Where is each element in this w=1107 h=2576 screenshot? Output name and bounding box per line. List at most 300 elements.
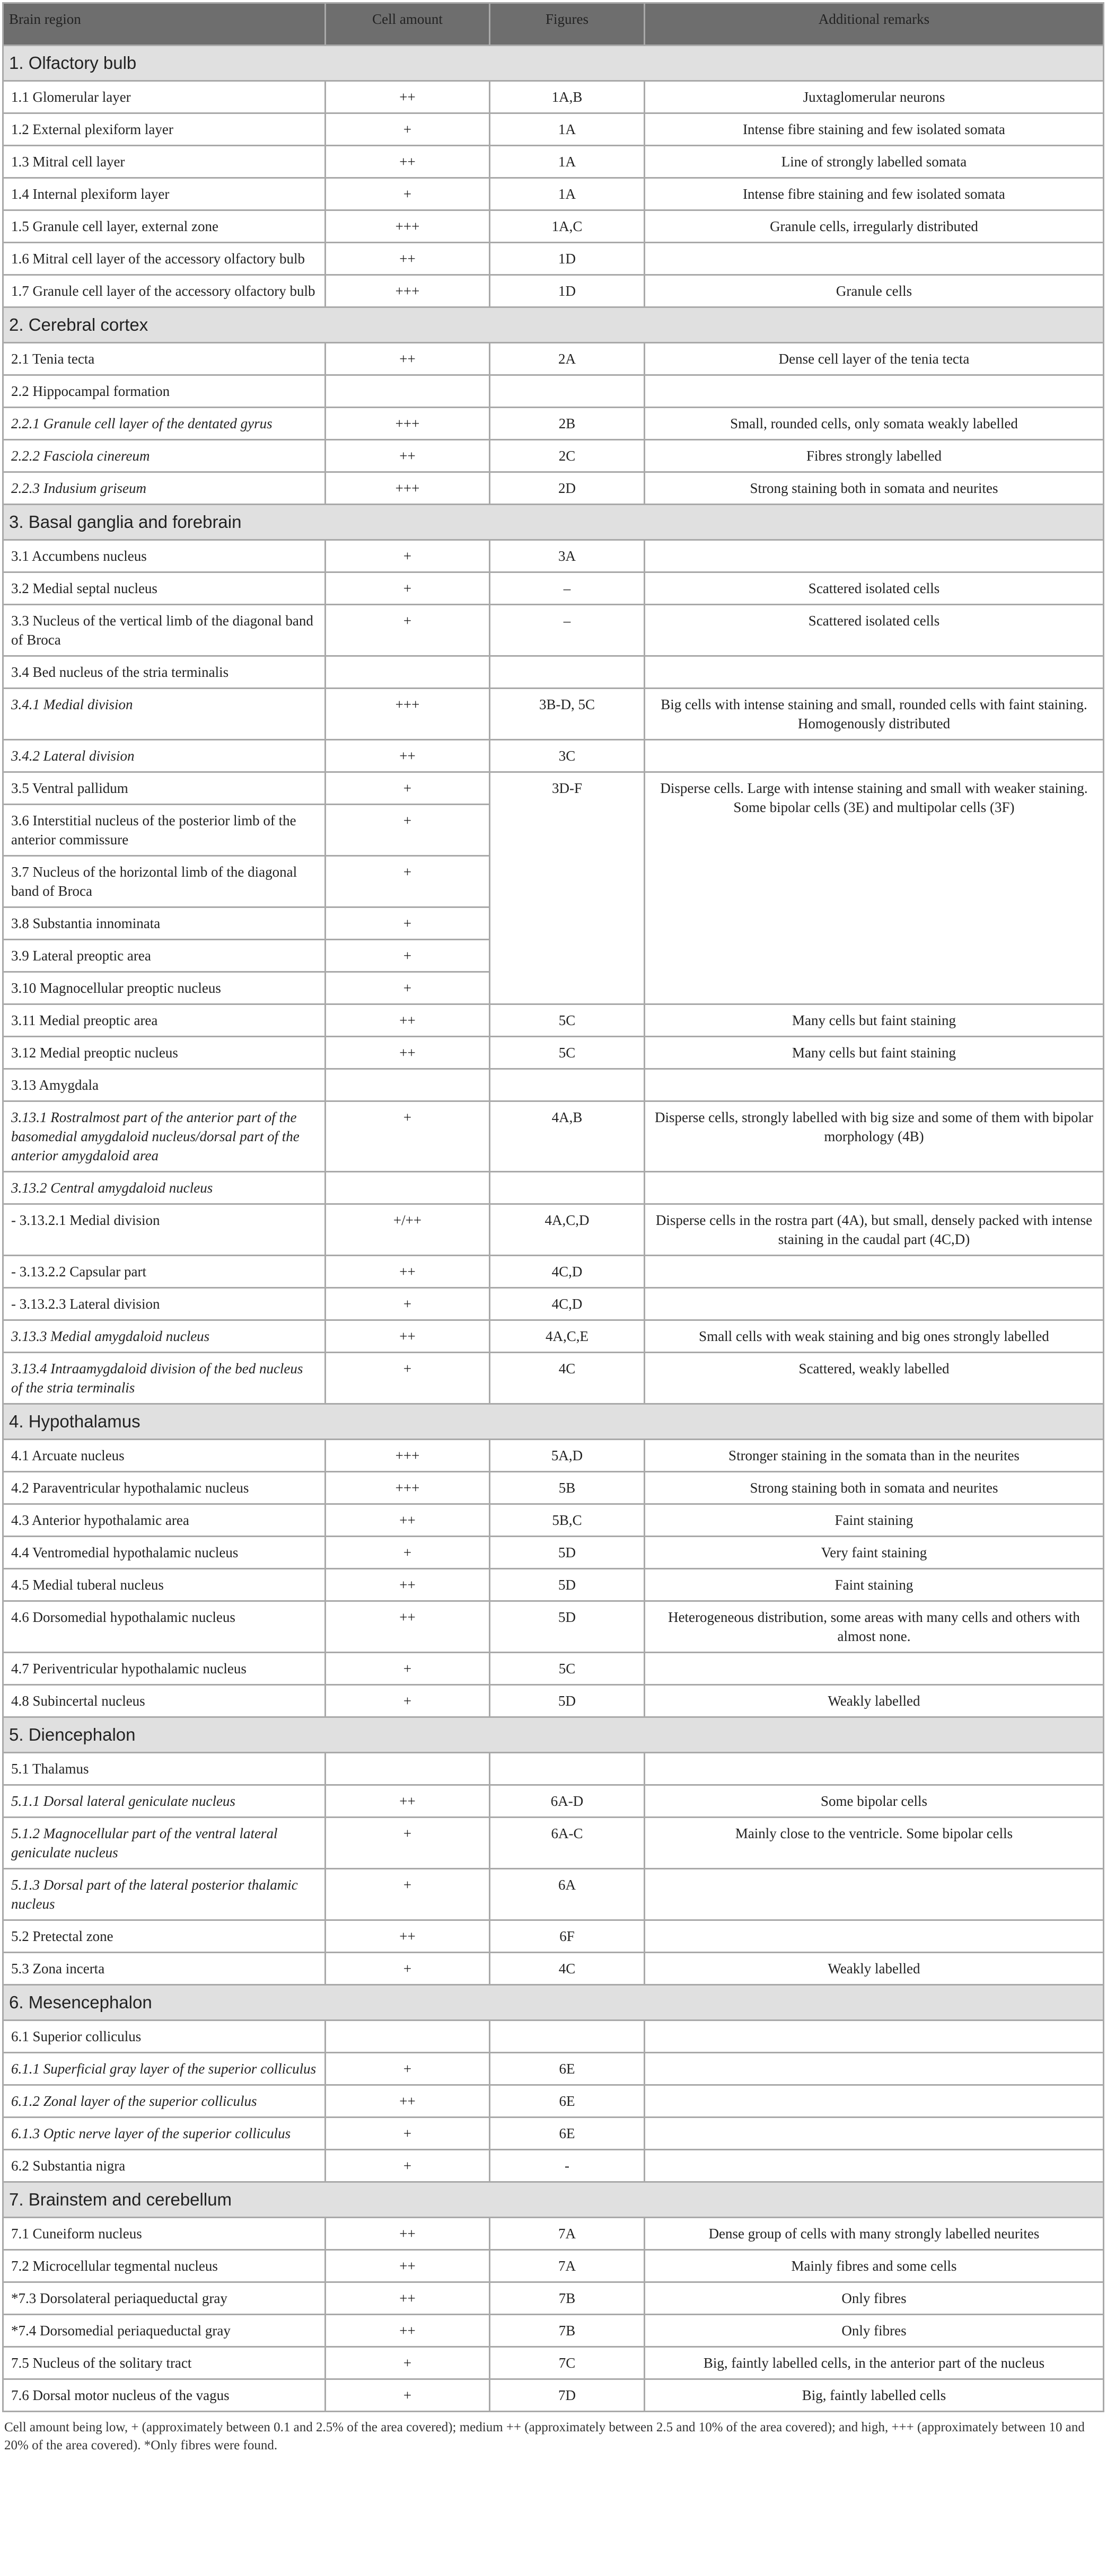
amount-cell: + (326, 972, 490, 1004)
figures-cell: 5C (490, 1653, 645, 1685)
region-cell: 4.1 Arcuate nucleus (3, 1440, 326, 1472)
figures-cell: 2C (490, 440, 645, 472)
section-row (3, 2182, 1104, 2218)
region-cell: 3.9 Lateral preoptic area (3, 940, 326, 972)
table-row (3, 1440, 1104, 1472)
section-row (3, 1717, 1104, 1753)
amount-cell: + (326, 1288, 490, 1320)
amount-cell (326, 1753, 490, 1785)
remarks-cell: Strong staining both in somata and neurites (645, 472, 1104, 505)
remarks-cell: Small cells with weak staining and big ones strongly labelled (645, 1320, 1104, 1353)
figures-cell: 7A (490, 2218, 645, 2250)
table-row (3, 440, 1104, 472)
remarks-cell: Only fibres (645, 2282, 1104, 2315)
table-row (3, 1818, 1104, 1869)
remarks-cell: Small, rounded cells, only somata weakly labelled (645, 408, 1104, 440)
section-title: 2. Cerebral cortex (3, 307, 1104, 343)
table-row (3, 2218, 1104, 2250)
figures-cell: 5B (490, 1472, 645, 1504)
figures-cell: 7D (490, 2379, 645, 2412)
region-cell: 5.1.1 Dorsal lateral geniculate nucleus (3, 1785, 326, 1818)
figures-cell: 1A (490, 146, 645, 178)
amount-cell: +++ (326, 1440, 490, 1472)
amount-cell: ++ (326, 146, 490, 178)
remarks-cell: Scattered, weakly labelled (645, 1353, 1104, 1404)
amount-cell: ++ (326, 1037, 490, 1069)
remarks-cell: Faint staining (645, 1504, 1104, 1537)
remarks-cell: Granule cells (645, 275, 1104, 307)
remarks-cell (645, 1653, 1104, 1685)
amount-cell: +++ (326, 472, 490, 505)
figures-cell: 5C (490, 1037, 645, 1069)
figures-cell: 6A-C (490, 1818, 645, 1869)
remarks-cell (645, 1920, 1104, 1953)
table-row (3, 1472, 1104, 1504)
figures-cell: 2B (490, 408, 645, 440)
table-row (3, 740, 1104, 772)
amount-cell: ++ (326, 2250, 490, 2282)
amount-cell: + (326, 805, 490, 856)
amount-cell: ++ (326, 1601, 490, 1653)
region-cell: 2.2.1 Granule cell layer of the dentated gyrus (3, 408, 326, 440)
table-row (3, 1353, 1104, 1404)
region-cell: *7.4 Dorsomedial periaqueductal gray (3, 2315, 326, 2347)
remarks-cell: Mainly fibres and some cells (645, 2250, 1104, 2282)
region-cell: *7.3 Dorsolateral periaqueductal gray (3, 2282, 326, 2315)
table-row (3, 1172, 1104, 1204)
table-row (3, 605, 1104, 656)
table-row (3, 1256, 1104, 1288)
table-row (3, 2379, 1104, 2412)
region-cell: 2.2.3 Indusium griseum (3, 472, 326, 505)
region-cell: 5.1 Thalamus (3, 1753, 326, 1785)
region-cell: 1.6 Mitral cell layer of the accessory olfactory bulb (3, 243, 326, 275)
amount-cell: ++ (326, 343, 490, 375)
figures-cell: 7B (490, 2315, 645, 2347)
figures-cell: 4C (490, 1353, 645, 1404)
remarks-cell: Stronger staining in the somata than in the neurites (645, 1440, 1104, 1472)
table-row (3, 113, 1104, 146)
remarks-cell: Weakly labelled (645, 1953, 1104, 1985)
region-cell: 3.4 Bed nucleus of the stria terminalis (3, 656, 326, 689)
table-row (3, 243, 1104, 275)
table-row (3, 2118, 1104, 2150)
remarks-cell: Disperse cells in the rostra part (4A), but small, densely packed with intense staining in the caudal part (4C,D) (645, 1204, 1104, 1256)
table-row (3, 656, 1104, 689)
section-title: 3. Basal ganglia and forebrain (3, 505, 1104, 540)
region-cell: 3.7 Nucleus of the horizontal limb of the diagonal band of Broca (3, 856, 326, 907)
amount-cell: +++ (326, 275, 490, 307)
figures-cell: - (490, 2150, 645, 2182)
table-row (3, 210, 1104, 243)
amount-cell: + (326, 113, 490, 146)
amount-cell: ++ (326, 1785, 490, 1818)
remarks-cell: Big, faintly labelled cells (645, 2379, 1104, 2412)
table-row (3, 1920, 1104, 1953)
figures-cell: 6E (490, 2118, 645, 2150)
region-cell: 4.6 Dorsomedial hypothalamic nucleus (3, 1601, 326, 1653)
table-row (3, 2085, 1104, 2118)
amount-cell: ++ (326, 2315, 490, 2347)
remarks-cell: Intense fibre staining and few isolated somata (645, 113, 1104, 146)
region-cell: - 3.13.2.2 Capsular part (3, 1256, 326, 1288)
figures-cell: 1A (490, 113, 645, 146)
figures-cell: 3B-D, 5C (490, 689, 645, 740)
amount-cell: + (326, 1353, 490, 1404)
figures-cell: – (490, 605, 645, 656)
region-cell: 3.8 Substantia innominata (3, 907, 326, 940)
figures-cell: 3A (490, 540, 645, 572)
figures-cell: 5D (490, 1569, 645, 1601)
region-cell: 6.2 Substantia nigra (3, 2150, 326, 2182)
remarks-cell: Only fibres (645, 2315, 1104, 2347)
figures-cell: 5B,C (490, 1504, 645, 1537)
remarks-cell: Some bipolar cells (645, 1785, 1104, 1818)
table-row (3, 2053, 1104, 2085)
amount-cell (326, 2021, 490, 2053)
section-title: 6. Mesencephalon (3, 1985, 1104, 2021)
amount-cell: + (326, 1818, 490, 1869)
figures-cell: 4A,C,D (490, 1204, 645, 1256)
amount-cell: + (326, 1953, 490, 1985)
remarks-cell (645, 2150, 1104, 2182)
table-row (3, 1953, 1104, 1985)
remarks-cell: Mainly close to the ventricle. Some bipolar cells (645, 1818, 1104, 1869)
section-title: 4. Hypothalamus (3, 1404, 1104, 1440)
region-cell: 4.7 Periventricular hypothalamic nucleus (3, 1653, 326, 1685)
figures-cell: 1A,B (490, 81, 645, 113)
figures-cell: 6F (490, 1920, 645, 1953)
region-cell: 6.1.1 Superficial gray layer of the superior colliculus (3, 2053, 326, 2085)
figures-cell: 7C (490, 2347, 645, 2379)
amount-cell: ++ (326, 2282, 490, 2315)
remarks-cell (645, 375, 1104, 408)
remarks-cell (645, 2021, 1104, 2053)
remarks-cell (645, 540, 1104, 572)
table-row (3, 1288, 1104, 1320)
figures-cell: 4C (490, 1953, 645, 1985)
region-cell: 6.1 Superior colliculus (3, 2021, 326, 2053)
remarks-cell: Weakly labelled (645, 1685, 1104, 1717)
amount-cell: + (326, 1653, 490, 1685)
remarks-cell: Very faint staining (645, 1537, 1104, 1569)
amount-cell: + (326, 2118, 490, 2150)
region-cell: 1.4 Internal plexiform layer (3, 178, 326, 210)
region-cell: 3.13.4 Intraamygdaloid division of the bed nucleus of the stria terminalis (3, 1353, 326, 1404)
amount-cell (326, 375, 490, 408)
section-row (3, 307, 1104, 343)
region-cell: 3.10 Magnocellular preoptic nucleus (3, 972, 326, 1004)
amount-cell: ++ (326, 1256, 490, 1288)
remarks-cell (645, 2085, 1104, 2118)
amount-cell: +++ (326, 689, 490, 740)
figures-cell-merged: 3D-F (490, 772, 645, 1004)
remarks-cell (645, 243, 1104, 275)
table-row (3, 472, 1104, 505)
amount-cell: +++ (326, 210, 490, 243)
amount-cell: + (326, 907, 490, 940)
brain-region-table (2, 2, 1104, 2412)
table-header-row (3, 3, 1104, 46)
figures-cell (490, 375, 645, 408)
remarks-cell (645, 740, 1104, 772)
figures-cell: 7A (490, 2250, 645, 2282)
remarks-cell (645, 1172, 1104, 1204)
region-cell: 7.2 Microcellular tegmental nucleus (3, 2250, 326, 2282)
region-cell: 3.13.1 Rostralmost part of the anterior part of the basomedial amygdaloid nucleus/dorsal part of the anterior amygdaloid area (3, 1101, 326, 1172)
table-row (3, 1069, 1104, 1101)
figures-cell: 6E (490, 2053, 645, 2085)
region-cell: 3.4.1 Medial division (3, 689, 326, 740)
region-cell: 6.1.2 Zonal layer of the superior colliculus (3, 2085, 326, 2118)
amount-cell: ++ (326, 81, 490, 113)
header-brain-region: Brain region (3, 3, 326, 46)
table-row (3, 1785, 1104, 1818)
figures-cell: 2A (490, 343, 645, 375)
figures-cell: 6A (490, 1869, 645, 1920)
figures-cell: 1A,C (490, 210, 645, 243)
amount-cell: ++ (326, 440, 490, 472)
table-row (3, 2315, 1104, 2347)
amount-cell: + (326, 856, 490, 907)
figures-cell (490, 1172, 645, 1204)
table-row (3, 1569, 1104, 1601)
table-row (3, 375, 1104, 408)
figures-cell (490, 2021, 645, 2053)
amount-cell: + (326, 178, 490, 210)
amount-cell (326, 1172, 490, 1204)
table-footnote: Cell amount being low, + (approximately between 0.1 and 2.5% of the area covered); medium ++ (approximately between 2.5 and 10% of the area covered); and high, +++ (approximately between 10 and 20% of the area covered). *Only fibres were found. (4, 2420, 1085, 2453)
amount-cell: + (326, 1685, 490, 1717)
amount-cell: + (326, 2053, 490, 2085)
figures-cell: 6A-D (490, 1785, 645, 1818)
region-cell: 3.5 Ventral pallidum (3, 772, 326, 805)
table-row (3, 1601, 1104, 1653)
amount-cell: + (326, 1869, 490, 1920)
figures-cell (490, 1753, 645, 1785)
remarks-cell (645, 1869, 1104, 1920)
region-cell: 7.6 Dorsal motor nucleus of the vagus (3, 2379, 326, 2412)
table-row (3, 1037, 1104, 1069)
remarks-cell (645, 1288, 1104, 1320)
header-cell-amount: Cell amount (326, 3, 490, 46)
figures-cell: 1A (490, 178, 645, 210)
region-cell: 5.2 Pretectal zone (3, 1920, 326, 1953)
region-cell: 4.3 Anterior hypothalamic area (3, 1504, 326, 1537)
remarks-cell: Big cells with intense staining and small, rounded cells with faint staining. Homogenously distributed (645, 689, 1104, 740)
amount-cell: + (326, 540, 490, 572)
region-cell: 5.3 Zona incerta (3, 1953, 326, 1985)
figures-cell: 6E (490, 2085, 645, 2118)
table-row (3, 275, 1104, 307)
table-row (3, 2347, 1104, 2379)
region-cell: 3.12 Medial preoptic nucleus (3, 1037, 326, 1069)
amount-cell: ++ (326, 1320, 490, 1353)
remarks-cell: Scattered isolated cells (645, 605, 1104, 656)
header-figures: Figures (490, 3, 645, 46)
region-cell: 3.11 Medial preoptic area (3, 1004, 326, 1037)
table-container (2, 2, 1103, 2455)
remarks-cell: Heterogeneous distribution, some areas with many cells and others with almost none. (645, 1601, 1104, 1653)
table-row (3, 1204, 1104, 1256)
amount-cell: ++ (326, 740, 490, 772)
region-cell: 4.8 Subincertal nucleus (3, 1685, 326, 1717)
table-row (3, 772, 1104, 805)
region-cell: 3.4.2 Lateral division (3, 740, 326, 772)
amount-cell: + (326, 1101, 490, 1172)
region-cell: 4.4 Ventromedial hypothalamic nucleus (3, 1537, 326, 1569)
remarks-cell (645, 1256, 1104, 1288)
amount-cell: +/++ (326, 1204, 490, 1256)
amount-cell: + (326, 572, 490, 605)
amount-cell: ++ (326, 1569, 490, 1601)
region-cell: 3.13 Amygdala (3, 1069, 326, 1101)
region-cell: 2.2.2 Fasciola cinereum (3, 440, 326, 472)
section-row (3, 505, 1104, 540)
figures-cell: 1D (490, 243, 645, 275)
table-row (3, 689, 1104, 740)
table-row (3, 2282, 1104, 2315)
amount-cell (326, 1069, 490, 1101)
table-row (3, 1101, 1104, 1172)
table-row (3, 1753, 1104, 1785)
region-cell: 5.1.2 Magnocellular part of the ventral lateral geniculate nucleus (3, 1818, 326, 1869)
figures-cell (490, 656, 645, 689)
region-cell: 3.6 Interstitial nucleus of the posterior limb of the anterior commissure (3, 805, 326, 856)
table-row (3, 1537, 1104, 1569)
region-cell: 7.5 Nucleus of the solitary tract (3, 2347, 326, 2379)
amount-cell: ++ (326, 1920, 490, 1953)
section-row (3, 1985, 1104, 2021)
amount-cell: + (326, 1537, 490, 1569)
table-row (3, 178, 1104, 210)
remarks-cell: Intense fibre staining and few isolated somata (645, 178, 1104, 210)
region-cell: 1.1 Glomerular layer (3, 81, 326, 113)
table-row (3, 2021, 1104, 2053)
region-cell: 1.5 Granule cell layer, external zone (3, 210, 326, 243)
figures-cell: 4C,D (490, 1256, 645, 1288)
remarks-cell: Strong staining both in somata and neurites (645, 1472, 1104, 1504)
table-row (3, 1653, 1104, 1685)
figures-cell: 4C,D (490, 1288, 645, 1320)
remarks-cell: Disperse cells, strongly labelled with big size and some of them with bipolar morphology (4B) (645, 1101, 1104, 1172)
amount-cell: +++ (326, 1472, 490, 1504)
remarks-cell: Fibres strongly labelled (645, 440, 1104, 472)
amount-cell: + (326, 772, 490, 805)
region-cell: 6.1.3 Optic nerve layer of the superior colliculus (3, 2118, 326, 2150)
figures-cell: 4A,B (490, 1101, 645, 1172)
remarks-cell: Faint staining (645, 1569, 1104, 1601)
region-cell: 1.3 Mitral cell layer (3, 146, 326, 178)
region-cell: 3.2 Medial septal nucleus (3, 572, 326, 605)
section-row (3, 46, 1104, 81)
remarks-cell: Big, faintly labelled cells, in the anterior part of the nucleus (645, 2347, 1104, 2379)
remarks-cell-merged: Disperse cells. Large with intense staining and small with weaker staining. Some bipolar cells (3E) and multipolar cells (3F) (645, 772, 1104, 1004)
header-additional-remarks: Additional remarks (645, 3, 1104, 46)
table-row (3, 572, 1104, 605)
figures-cell: 5D (490, 1537, 645, 1569)
amount-cell: + (326, 605, 490, 656)
remarks-cell (645, 2053, 1104, 2085)
amount-cell: ++ (326, 243, 490, 275)
remarks-cell: Many cells but faint staining (645, 1004, 1104, 1037)
section-title: 5. Diencephalon (3, 1717, 1104, 1753)
figures-cell: – (490, 572, 645, 605)
region-cell: 2.1 Tenia tecta (3, 343, 326, 375)
region-cell: 1.7 Granule cell layer of the accessory olfactory bulb (3, 275, 326, 307)
remarks-cell (645, 1753, 1104, 1785)
amount-cell: ++ (326, 1504, 490, 1537)
remarks-cell (645, 2118, 1104, 2150)
amount-cell: +++ (326, 408, 490, 440)
figures-cell: 5D (490, 1685, 645, 1717)
table-row (3, 1504, 1104, 1537)
amount-cell: ++ (326, 2218, 490, 2250)
figures-cell (490, 1069, 645, 1101)
table-row (3, 146, 1104, 178)
remarks-cell: Scattered isolated cells (645, 572, 1104, 605)
region-cell: 4.5 Medial tuberal nucleus (3, 1569, 326, 1601)
table-row (3, 540, 1104, 572)
region-cell: 2.2 Hippocampal formation (3, 375, 326, 408)
figures-cell: 4A,C,E (490, 1320, 645, 1353)
table-row (3, 2250, 1104, 2282)
region-cell: 3.1 Accumbens nucleus (3, 540, 326, 572)
amount-cell: + (326, 2150, 490, 2182)
amount-cell: + (326, 940, 490, 972)
figures-cell: 2D (490, 472, 645, 505)
figures-cell: 5D (490, 1601, 645, 1653)
table-row (3, 408, 1104, 440)
remarks-cell: Dense group of cells with many strongly labelled neurites (645, 2218, 1104, 2250)
section-title: 7. Brainstem and cerebellum (3, 2182, 1104, 2218)
region-cell: - 3.13.2.1 Medial division (3, 1204, 326, 1256)
region-cell: 4.2 Paraventricular hypothalamic nucleus (3, 1472, 326, 1504)
remarks-cell: Line of strongly labelled somata (645, 146, 1104, 178)
table-row (3, 343, 1104, 375)
figures-cell: 7B (490, 2282, 645, 2315)
amount-cell: + (326, 2347, 490, 2379)
region-cell: 5.1.3 Dorsal part of the lateral posterior thalamic nucleus (3, 1869, 326, 1920)
remarks-cell: Many cells but faint staining (645, 1037, 1104, 1069)
table-row (3, 1320, 1104, 1353)
figures-cell: 3C (490, 740, 645, 772)
remarks-cell: Juxtaglomerular neurons (645, 81, 1104, 113)
remarks-cell (645, 1069, 1104, 1101)
region-cell: 3.13.3 Medial amygdaloid nucleus (3, 1320, 326, 1353)
remarks-cell: Granule cells, irregularly distributed (645, 210, 1104, 243)
region-cell: - 3.13.2.3 Lateral division (3, 1288, 326, 1320)
amount-cell (326, 656, 490, 689)
region-cell: 3.13.2 Central amygdaloid nucleus (3, 1172, 326, 1204)
figures-cell: 5C (490, 1004, 645, 1037)
section-row (3, 1404, 1104, 1440)
table-row (3, 1685, 1104, 1717)
table-row (3, 1004, 1104, 1037)
amount-cell: ++ (326, 2085, 490, 2118)
figures-cell: 5A,D (490, 1440, 645, 1472)
table-row (3, 2150, 1104, 2182)
amount-cell: ++ (326, 1004, 490, 1037)
region-cell: 3.3 Nucleus of the vertical limb of the diagonal band of Broca (3, 605, 326, 656)
region-cell: 7.1 Cuneiform nucleus (3, 2218, 326, 2250)
table-row (3, 81, 1104, 113)
remarks-cell: Dense cell layer of the tenia tecta (645, 343, 1104, 375)
figures-cell: 1D (490, 275, 645, 307)
section-title: 1. Olfactory bulb (3, 46, 1104, 81)
region-cell: 1.2 External plexiform layer (3, 113, 326, 146)
remarks-cell (645, 656, 1104, 689)
